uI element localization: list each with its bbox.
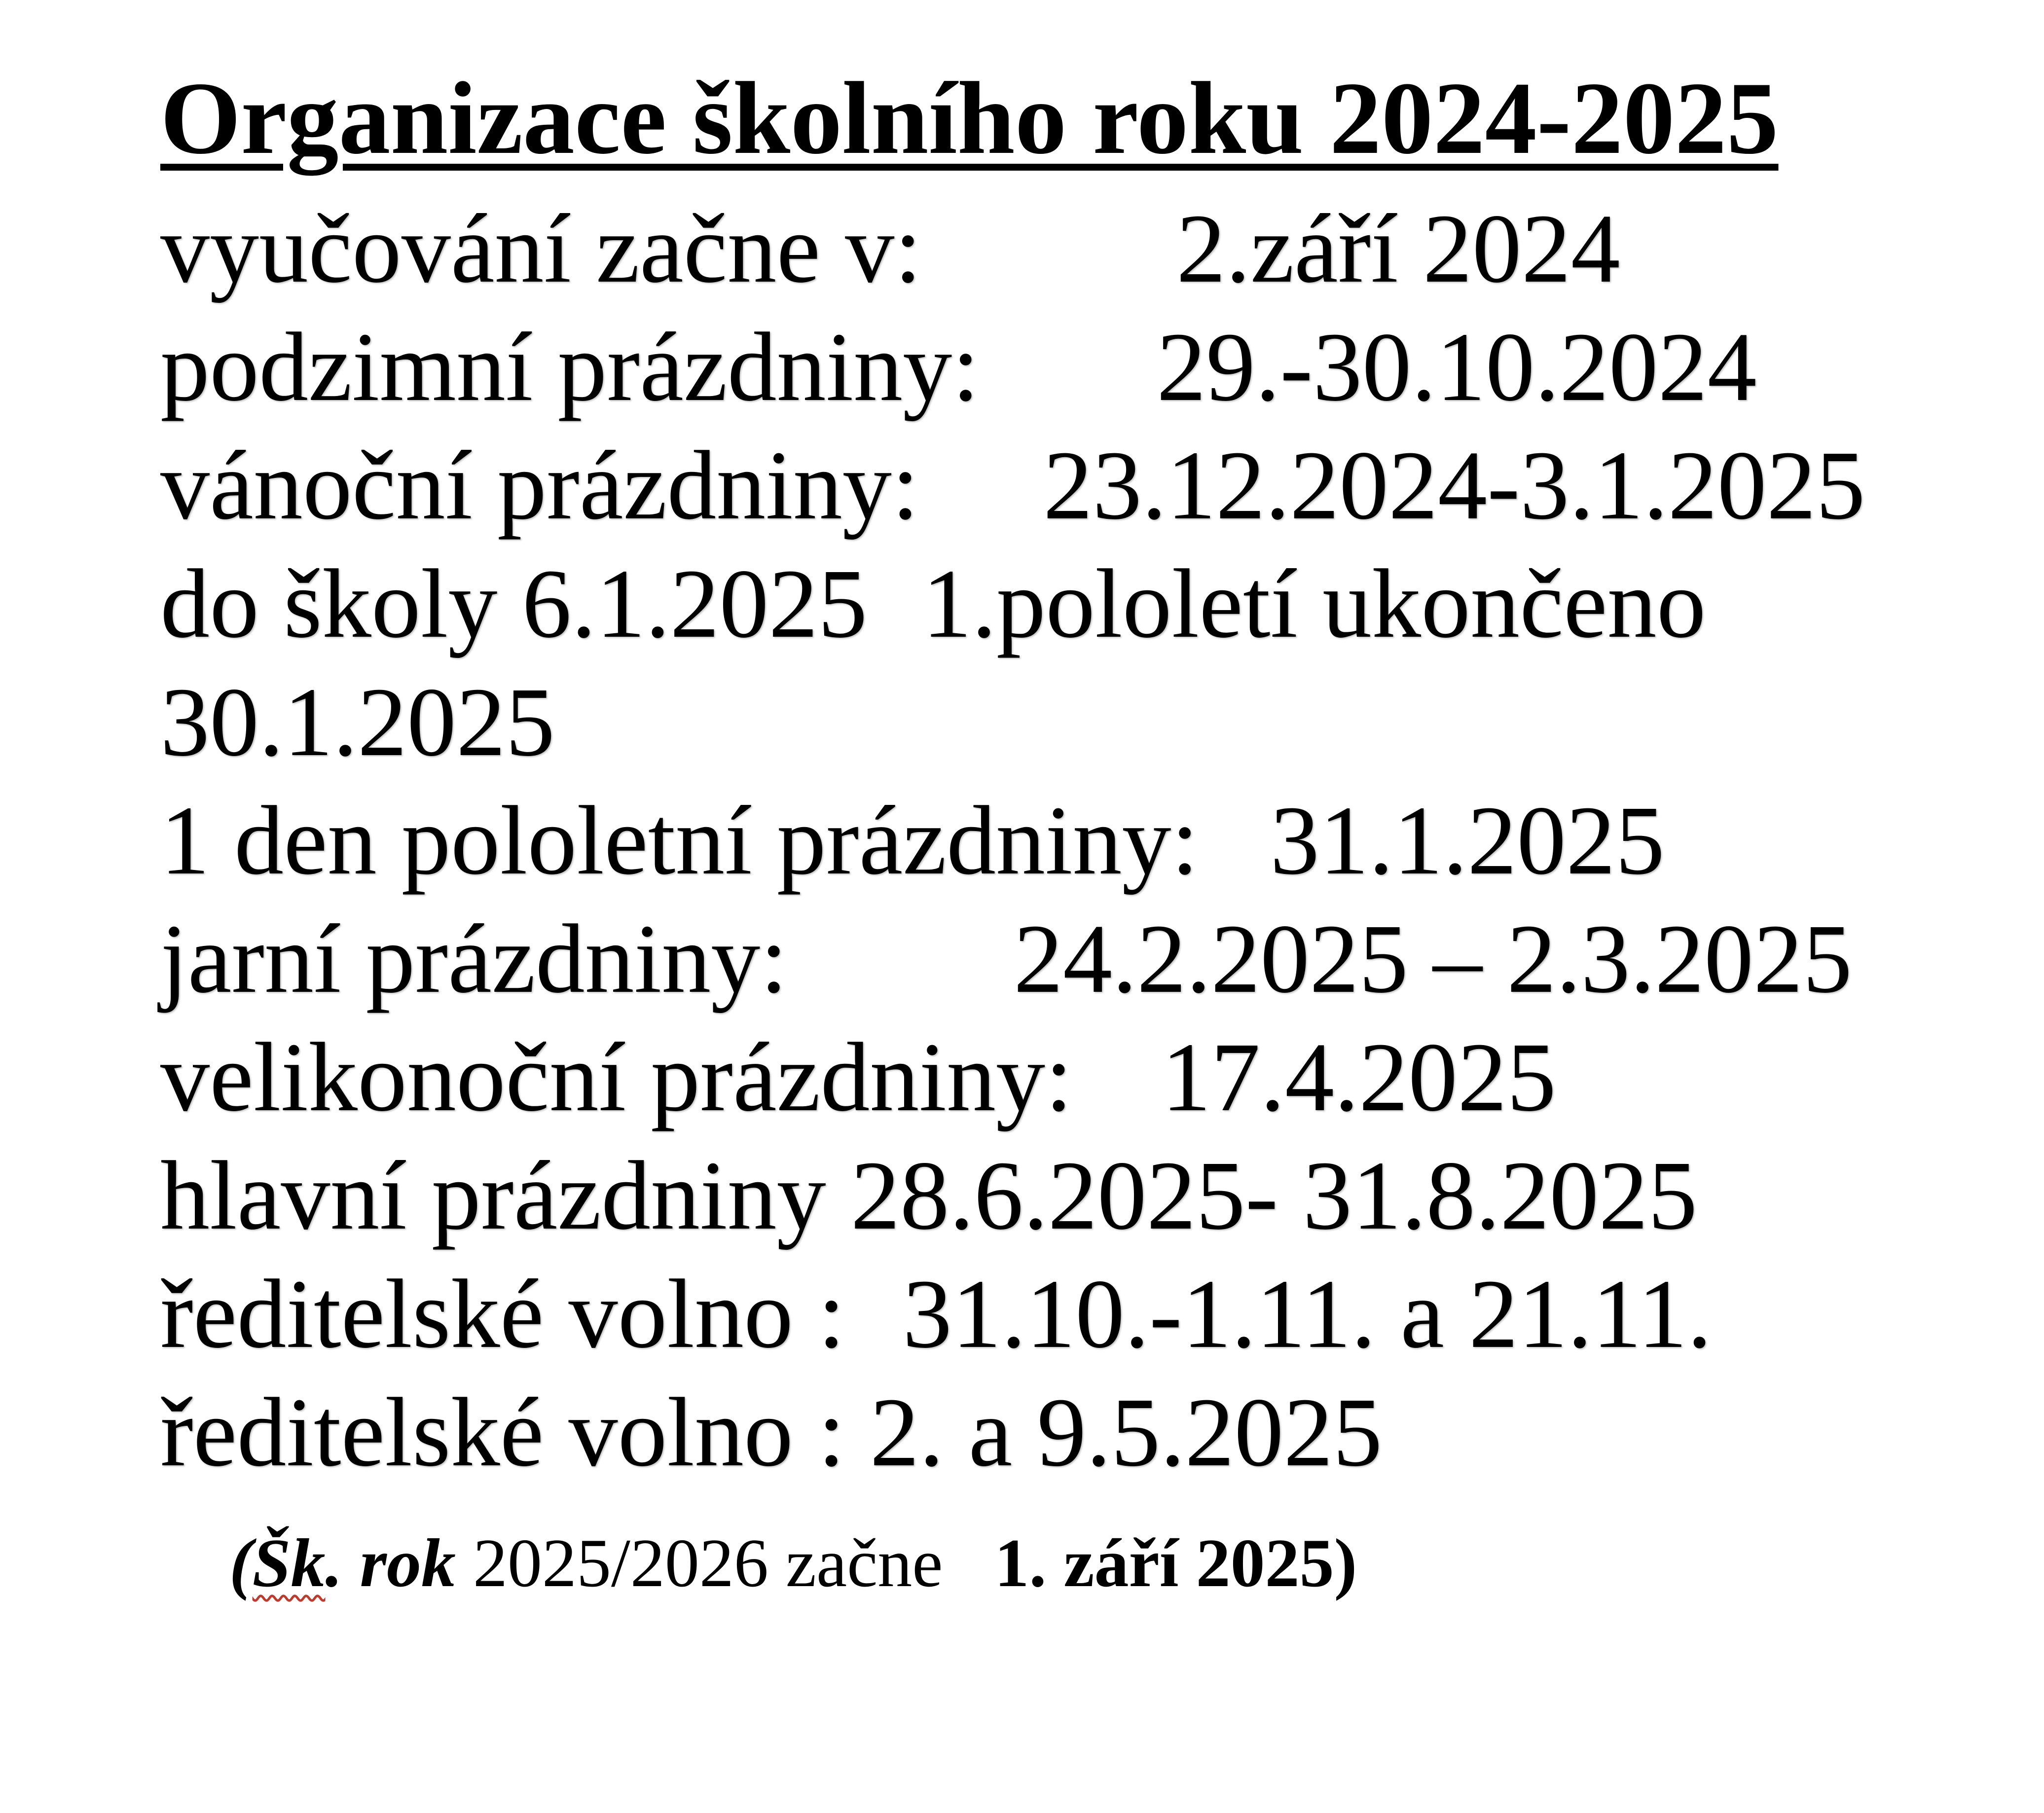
line-value: 29.-30.10.2024 bbox=[1157, 313, 1757, 422]
line-reditelske-1 bbox=[160, 1255, 1712, 1374]
note-abbr: Šk bbox=[252, 1525, 326, 1601]
line-value: 24.2.2025 – 2.3.2025 bbox=[1014, 905, 1852, 1014]
line-pololeti-date bbox=[160, 663, 555, 782]
note-open-paren: ( bbox=[229, 1525, 253, 1601]
note-close-paren: ) bbox=[1334, 1525, 1357, 1601]
line-label: 30.1.2025 bbox=[160, 668, 555, 777]
line-label: do školy 6.1.2025 bbox=[160, 549, 868, 658]
line-value: 23.12.2024-3.1.2025 bbox=[1043, 431, 1865, 540]
line-value: 31.1.2025 bbox=[1270, 786, 1665, 895]
document-title: Organizace školního roku 2024-2025 bbox=[160, 61, 1779, 176]
line-value: 17.4.2025 bbox=[1162, 1023, 1556, 1132]
line-value: 31.10.-1.11. a 21.11. bbox=[903, 1260, 1712, 1369]
next-year-note bbox=[229, 1519, 1357, 1608]
line-label: podzimní prázdniny: bbox=[160, 313, 980, 422]
line-vanocni bbox=[160, 427, 1865, 545]
line-vyucovani bbox=[160, 190, 1620, 308]
line-label: vánoční prázdniny: bbox=[160, 431, 919, 540]
line-podzimni bbox=[160, 308, 1757, 427]
line-velikonocni bbox=[160, 1018, 1556, 1137]
line-jarni bbox=[160, 900, 1852, 1018]
line-pololetni bbox=[160, 782, 1665, 900]
line-value: 1.pololetí ukončeno bbox=[922, 549, 1706, 658]
line-label: 1 den pololetní prázdniny: bbox=[160, 786, 1199, 895]
line-label: ředitelské volno : 2. a 9.5.2025 bbox=[160, 1378, 1383, 1487]
note-rok: . rok bbox=[325, 1525, 456, 1601]
line-label: ředitelské volno : bbox=[160, 1260, 845, 1369]
line-label: vyučování začne v: bbox=[160, 194, 922, 303]
line-reditelske-2 bbox=[160, 1374, 1382, 1492]
line-hlavni bbox=[160, 1137, 1697, 1255]
line-label: velikonoční prázdniny: bbox=[160, 1023, 1073, 1132]
line-do-skoly bbox=[160, 545, 1706, 663]
line-label: jarní prázdniny: bbox=[160, 905, 788, 1014]
line-label: hlavní prázdniny 28.6.2025- 31.8.2025 bbox=[160, 1141, 1698, 1250]
note-start-date: 1. září 2025 bbox=[994, 1525, 1334, 1601]
line-value: 2.září 2024 bbox=[1176, 194, 1620, 303]
note-year-text: 2025/2026 začne bbox=[455, 1525, 995, 1601]
